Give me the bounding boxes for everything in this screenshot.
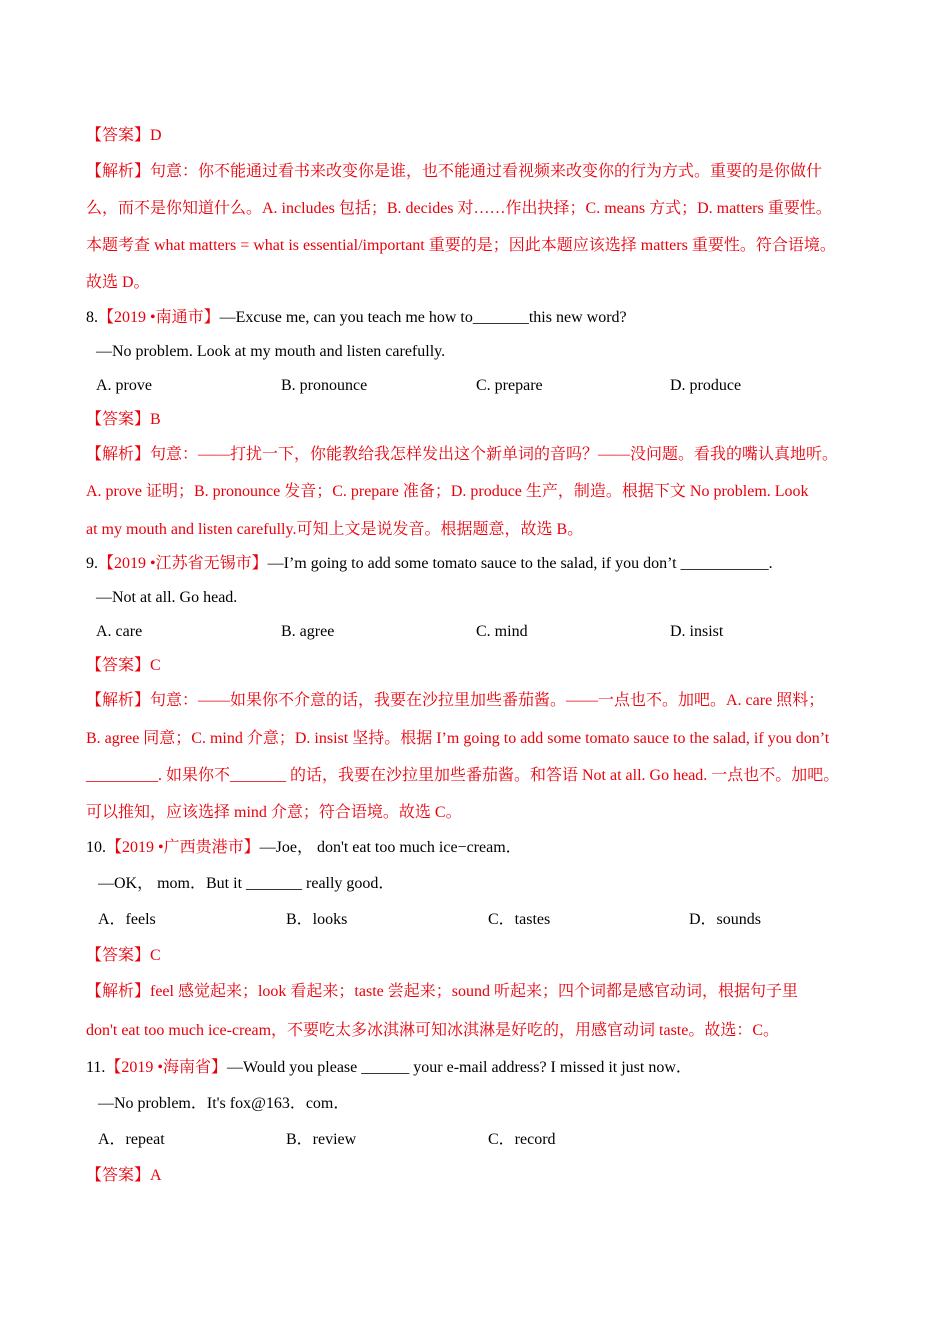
- q9-explanation-line: 【解析】句意：——如果你不介意的话，我要在沙拉里加些番茄酱。——一点也不。加吧。A. care 照料；: [86, 692, 825, 709]
- q9-answer: 【答案】C: [86, 657, 161, 674]
- q10-reply: —OK， mom．But it _______ really good．: [98, 875, 395, 892]
- q8-reply: —No problem. Look at my mouth and listen carefully.: [96, 343, 446, 360]
- q10-explanation-line: don't eat too much ice-cream，不要吃太多冰淇淋可知冰淇淋是好吃的，用感官动词 taste。故选：C。: [86, 1022, 780, 1039]
- option-d: D. produce: [670, 377, 742, 394]
- q8-explanation-line: A. prove 证明；B. pronounce 发音；C. prepare 准备；D. produce 生产，制造。根据下文 No problem. Look: [86, 483, 809, 500]
- q11-question: [86, 1058, 692, 1078]
- option-c: C. mind: [476, 623, 528, 640]
- option-b: B．looks: [286, 911, 348, 928]
- q8-explanation-line: 【解析】句意：——打扰一下，你能教给我怎样发出这个新单词的音吗？——没问题。看我的嘴认真地听。: [86, 446, 839, 463]
- q8-question: [86, 308, 627, 328]
- option-b: B．review: [286, 1131, 357, 1148]
- option-a: A．feels: [98, 911, 156, 928]
- q10-explanation-line: 【解析】feel 感觉起来；look 看起来；taste 尝起来；sound 听起来；四个词都是感官动词，根据句子里: [86, 983, 798, 1000]
- q7-explanation-line: 【解析】句意：你不能通过看书来改变你是谁，也不能通过看视频来改变你的行为方式。重要的是你做什: [86, 163, 823, 180]
- option-a: A．repeat: [98, 1131, 165, 1148]
- q10-answer: 【答案】C: [86, 947, 161, 964]
- q11-reply: —No problem．It's fox@163．com．: [98, 1095, 350, 1112]
- question-number: 8.: [86, 309, 98, 326]
- q9-reply: —Not at all. Go head.: [96, 589, 238, 606]
- option-c: C．record: [488, 1131, 556, 1148]
- option-c: C．tastes: [488, 911, 551, 928]
- question-source: 【2019 •南通市】: [98, 309, 220, 326]
- q9-question: [86, 554, 773, 574]
- q9-explanation-line: B. agree 同意；C. mind 介意；D. insist 坚持。根据 I’m going to add some tomato sauce to the salad, if you don’t: [86, 730, 830, 747]
- q7-explanation-line: 么，而不是你知道什么。A. includes 包括；B. decides 对……作出抉择；C. means 方式；D. matters 重要性。: [86, 200, 832, 217]
- q9-explanation-line: _________. 如果你不_______ 的话，我要在沙拉里加些番茄酱。和答语 Not at all. Go head. 一点也不。加吧。: [86, 767, 840, 784]
- option-a: A. care: [96, 623, 143, 640]
- question-number: 9.: [86, 555, 98, 572]
- option-d: D. insist: [670, 623, 724, 640]
- option-c: C. prepare: [476, 377, 543, 394]
- question-source: 【2019 •江苏省无锡市】: [98, 555, 268, 572]
- q7-explanation-line: 故选 D。: [86, 274, 150, 291]
- question-source: 【2019 •广西贵港市】: [106, 839, 260, 856]
- option-b: B. pronounce: [281, 377, 368, 394]
- option-b: B. agree: [281, 623, 335, 640]
- question-number: 11.: [86, 1059, 106, 1076]
- option-a: A. prove: [96, 377, 152, 394]
- q7-explanation-line: 本题考查 what matters = what is essential/important 重要的是；因此本题应该选择 matters 重要性。符合语境。: [86, 237, 836, 254]
- question-text: —Joe， don't eat too much ice−cream．: [259, 839, 522, 856]
- q11-answer: 【答案】A: [86, 1167, 162, 1184]
- q8-answer: 【答案】B: [86, 411, 161, 428]
- q7-answer: 【答案】D: [86, 127, 162, 144]
- question-text: —I’m going to add some tomato sauce to the salad, if you don’t ___________.: [267, 555, 773, 572]
- q9-explanation-line: 可以推知，应该选择 mind 介意；符合语境。故选 C。: [86, 804, 462, 821]
- question-text: —Excuse me, can you teach me how to_______this new word?: [219, 309, 627, 326]
- question-number: 10.: [86, 839, 106, 856]
- question-source: 【2019 •海南省】: [105, 1059, 228, 1076]
- q8-explanation-line: at my mouth and listen carefully.可知上文是说发音。根据题意，故选 B。: [86, 521, 584, 538]
- option-d: D．sounds: [689, 911, 762, 928]
- q10-question: [86, 838, 522, 858]
- question-text: —Would you please ______ your e-mail address? I missed it just now．: [227, 1059, 692, 1076]
